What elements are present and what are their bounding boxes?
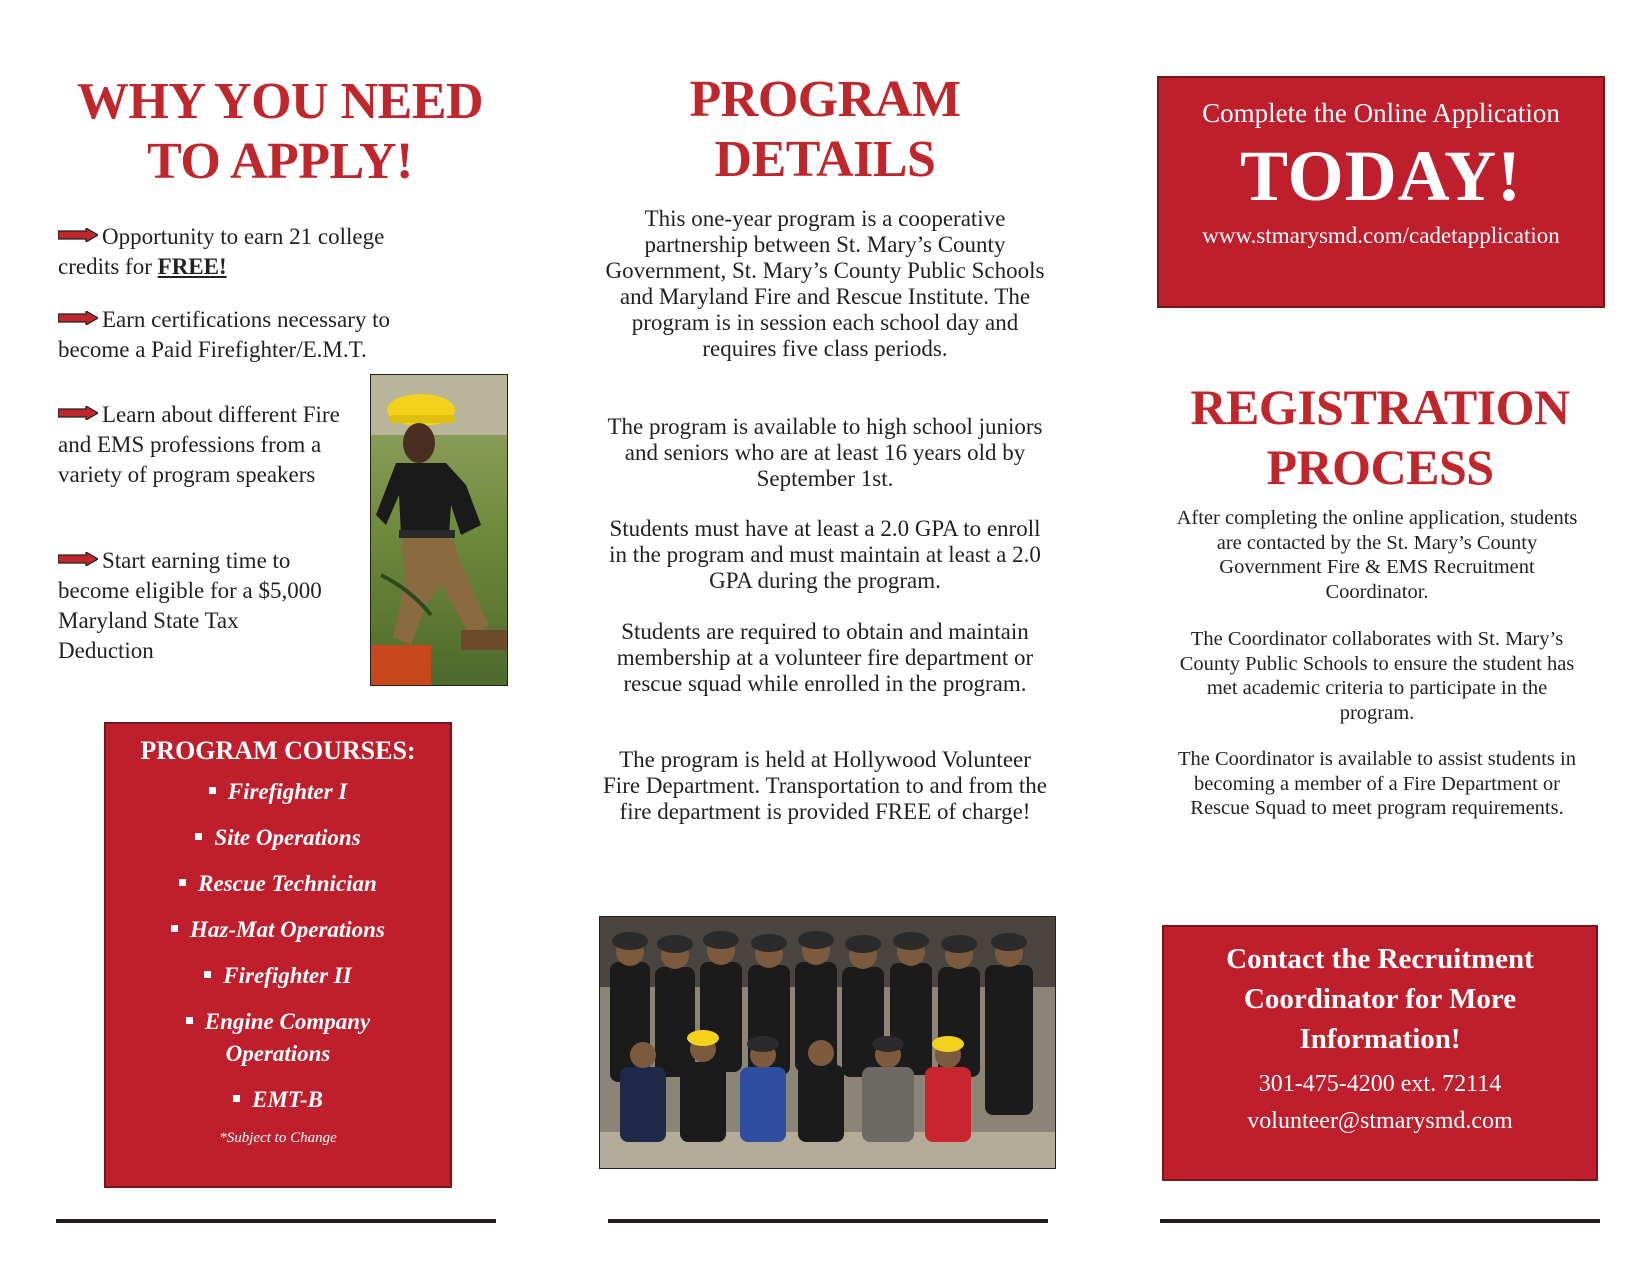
program-details-heading: PROGRAM DETAILS [689, 71, 961, 188]
apply-online-text: Complete the Online Application [1202, 98, 1560, 128]
details-paragraph-1: This one-year program is a cooperative partnership between St. Mary’s County Government, St. Mary’s County Public Schools and Maryland Fire and Rescue Institute. The program is in session each school day and requires five class periods. [605, 206, 1045, 361]
list-item: Engine Company Operations [106, 1006, 450, 1070]
list-item: Site Operations [106, 822, 450, 854]
bullet-college-credits: Opportunity to earn 21 college credits for FREE! [58, 224, 385, 279]
subject-to-change-note: *Subject to Change [219, 1130, 337, 1146]
apply-today-box [1157, 76, 1605, 308]
registration-paragraph-2: The Coordinator collaborates with St. Mary’s County Public Schools to ensure the student has met academic criteria to participate in the program. [1179, 628, 1575, 724]
details-paragraph-5: The program is held at Hollywood Volunteer Fire Department. Transportation to and from the fire department is provided FREE of charge! [603, 747, 1047, 824]
today-text: TODAY! [1239, 136, 1523, 216]
bullet-certifications: Earn certifications necessary to become a Paid Firefighter/E.M.T. [58, 307, 391, 362]
firefighter-photo [370, 374, 508, 686]
red-arrow-icon [58, 311, 98, 325]
red-arrow-icon [58, 406, 98, 420]
divider [1160, 1219, 1600, 1223]
details-paragraph-4: Students are required to obtain and maintain membership at a volunteer fire department or rescue squad while enrolled in the program. [616, 619, 1034, 696]
list-item: Rescue Technician [106, 868, 450, 900]
contact-title: Contact the Recruitment Coordinator for More Information! [1226, 943, 1534, 1055]
details-paragraph-3: Students must have at least a 2.0 GPA to enroll in the program and must maintain at least a 2.0 GPA during the program. [609, 516, 1041, 593]
list-item: EMT-B [106, 1084, 450, 1116]
cadet-group-photo [599, 916, 1056, 1169]
program-courses-title: PROGRAM COURSES: [140, 736, 416, 765]
course-list [106, 776, 450, 1116]
bullet-tax-deduction: Start earning time to become eligible for a $5,000 Maryland State Tax Deduction [58, 548, 322, 663]
divider [608, 1219, 1048, 1223]
list-item: Firefighter II [106, 960, 450, 992]
bullet-professions: Learn about different Fire and EMS professions from a variety of program speakers [58, 402, 340, 487]
divider [56, 1219, 496, 1223]
contact-email-link[interactable]: volunteer@stmarysmd.com [1247, 1108, 1513, 1134]
registration-paragraph-1: After completing the online application, students are contacted by the St. Mary’s County Government Fire & EMS Recruitment Coordinator. [1176, 507, 1578, 603]
contact-box [1162, 925, 1598, 1181]
details-paragraph-2: The program is available to high school juniors and seniors who are at least 16 years old by September 1st. [607, 414, 1043, 491]
program-courses-box [104, 722, 452, 1188]
registration-process-heading: REGISTRATION PROCESS [1190, 379, 1570, 495]
registration-paragraph-3: The Coordinator is available to assist students in becoming a member of a Fire Department or Rescue Squad to meet program requirements. [1178, 748, 1576, 819]
application-url-link[interactable]: www.stmarysmd.com/cadetapplication [1202, 223, 1560, 248]
red-arrow-icon [58, 228, 98, 242]
contact-phone[interactable]: 301-475-4200 ext. 72114 [1258, 1071, 1502, 1097]
list-item: Firefighter I [106, 776, 450, 808]
red-arrow-icon [58, 552, 98, 566]
why-apply-heading: WHY YOU NEED TO APPLY! [76, 73, 484, 190]
list-item: Haz-Mat Operations [106, 914, 450, 946]
